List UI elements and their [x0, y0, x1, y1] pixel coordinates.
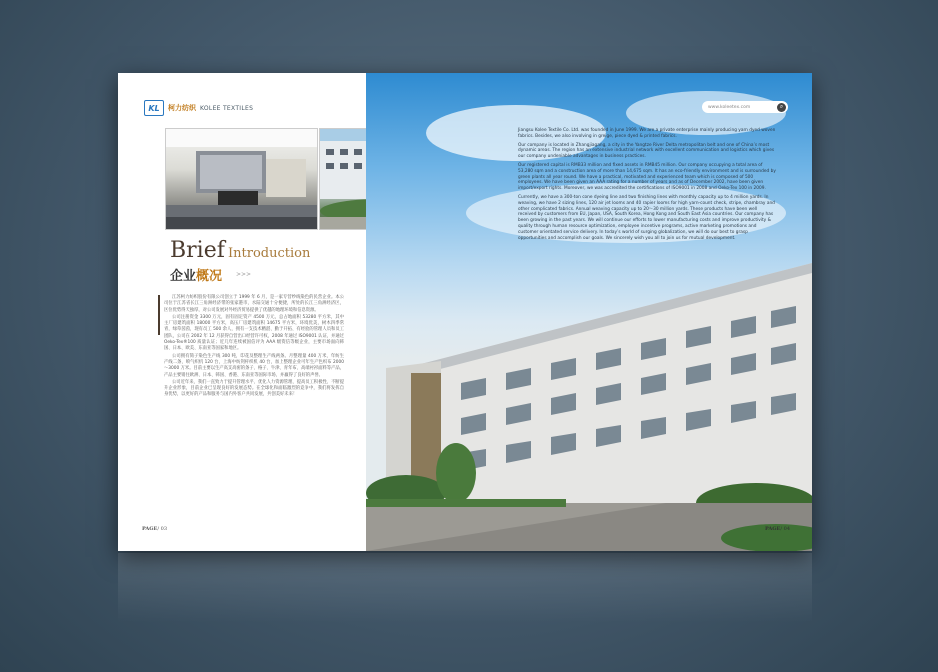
- logo-mark-icon: KL: [144, 100, 164, 116]
- lobby-photo: [165, 128, 318, 230]
- page-num: / 04: [780, 526, 790, 532]
- title-brief: Brief: [170, 238, 225, 263]
- page-number-left: [142, 526, 167, 532]
- page-num: / 03: [157, 526, 167, 532]
- title-chinese: [170, 265, 222, 284]
- title-arrows: >>>: [236, 271, 252, 278]
- en-paragraph: Jiangsu Kolee Textile Co. Ltd. was founded in June 1999. We are a private enterprise mainly producing yarn dyed woven fabrics. Besides, we also involving in greige, piece dyed & printed fabrics.: [518, 128, 776, 139]
- cn-paragraph: 公司拥有筒子染色生产线 300 吨，印花及整理生产线两条。月整理量 400 万米，年纺生产线二条，喷气织机 120 台，上海中纺剑杆织机 40 台，加上整理企业可年生产色织布 2000～3000 万米。目前主要以生产高支高密的条子、格子、牛津、青年布、高端衬衫面料等产品，产品主要销往欧洲、日本、韩国、香港、东南亚等国际市场，并赢得了良好的声誉。: [164, 353, 344, 378]
- website-url: www.koleetex.com: [708, 104, 751, 110]
- logo-cn-text: 柯力纺织: [168, 104, 196, 112]
- page-label: PAGE: [142, 526, 158, 532]
- chinese-body-text: [164, 295, 344, 400]
- spread-reflection: [118, 553, 812, 623]
- company-logo: [144, 100, 253, 116]
- english-body-text: [518, 128, 776, 244]
- page-label: PAGE: [765, 526, 781, 532]
- logo-en-text: KOLEE TEXTILES: [200, 104, 254, 112]
- right-page: [366, 73, 812, 551]
- left-page: [118, 73, 366, 551]
- en-paragraph: Our company is located in Zhangjiagang, a city in the Yangtze River Delta metropolitan belt and one of China’s most dynamic areas. The region has an extensive industrial network with excellent communication and logistics which gives our company undeniable advantages in business practices.: [518, 142, 775, 160]
- title-cn-part-a: 企业: [170, 269, 197, 284]
- en-paragraph: Our registered capital is RMB33 million and fixed assets in RMB45 million. Our company occupying a total area of 53,280 sqm and a construction area of more than 14,675 sqm. It has an eco-friendly environment and is surrounded by green plants all year round. We have a practical, motivated and experienced team which is composed of 500 employees. We have been given an AAA rating for a number of years and as of December 2002, have been given import/export rights. Moreover, we was accredited the certifications of ISO9001 in 2008 and Oeko-Tex 100 in 2009.: [518, 162, 776, 192]
- search-icon: ⌕: [777, 103, 786, 112]
- cn-paragraph: 公司近年来，我们一直致力于提升管理水平、优化人力资源管理、提高员工积极性、不断提升企业形象，目前企业已呈现良好的发展态势。在全球化和面临激烈的竞争中，我们将发挥自身优势，以更好的产品和服务与国内外客户共同发展，共创美好未来！: [164, 379, 344, 398]
- website-url-bar: [702, 101, 788, 113]
- cn-paragraph: 江苏柯力纺织股份有限公司创立于 1999 年 6 月，是一家专营纱线染色的民营企业。本公司位于江苏省长江三角洲经济带的张家港市，水陆交通十分便捷，所处的长江三角洲经济区，区位优势得天独厚，对公司发展对外经济贸易提供了优越的地理环境和信息资源。: [164, 295, 344, 313]
- cn-paragraph: 公司注册资金 3300 万元，固有固定资产 4500 万元，总占地面积 53280 平方米，其中主厂房建筑面积 18000 平方米，高压厂房建筑面积 14675 平方米，环境优美，树木四季常青，绿草茵茵，现有员工 500 余人，拥有一支技术精湛、勤于开拓、有经验的管理人员和员工团队，公司在 2002 年 12 月获得自营出口经营许可权，2008 年通过 ISO9001 认证，并通过 Oeko-Tex®100 质量认证；近几年连续被国信评为 AAA 级资信等级企业，主要市场面向韩国、日本、欧美、东南亚等国家和地区。: [164, 314, 344, 352]
- en-paragraph: Currently, we have a 300-ton cone dyeing line and two finishing lines with monthly capacity up to 4 million yards. In weaving, we have 2 sizing lines, 120 air jet looms and 40 rapier looms for high yarn-count check, stripe, chambray and other complicated fabrics. Annual weaving capacity up to 20～30 million yards. These products have been well received by customers from EU, Japan, USA, South Korea, Hong Kong and South East Asia countries. Our company has been growing in the past years. We will continue our efforts to lower manufacturing costs and improve productivity & quality through human resource optimization, employee incentive programs, active marketing promotions and customer orientated service delivery. In today’s world of surging globalization, we will do our best to grasp opportunities and accomplish our goals. We sincerely wish you all to join us for mutual development.: [518, 194, 775, 241]
- title-cn-part-b: 概况: [196, 269, 223, 284]
- title-introduction: Introduction: [228, 246, 311, 261]
- page-number-right: [765, 526, 790, 532]
- brochure-spread: [118, 73, 812, 551]
- text-rule: [158, 295, 160, 335]
